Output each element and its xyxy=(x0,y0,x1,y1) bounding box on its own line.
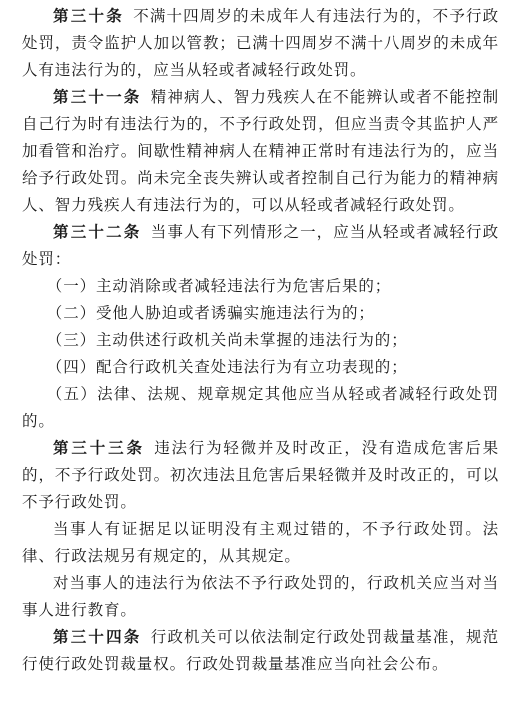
list-item-text: （二）受他人胁迫或者诱骗实施违法行为的； xyxy=(46,304,375,322)
list-item xyxy=(22,354,499,381)
article-label: 第三十条 xyxy=(53,7,124,25)
paragraph-text: 对当事人的违法行为依法不予行政处罚的，行政机关应当对当事人进行教育。 xyxy=(22,574,499,619)
list-item xyxy=(22,327,499,354)
paragraph-text: 当事人有证据足以证明没有主观过错的，不予行政处罚。法律、行政法规另有规定的，从其规定。 xyxy=(22,520,499,565)
paragraph xyxy=(22,435,499,516)
list-item xyxy=(22,273,499,300)
list-item-text: （三）主动供述行政机关尚未掌握的违法行为的； xyxy=(46,331,408,349)
paragraph xyxy=(22,624,499,678)
list-item-text: （四）配合行政机关查处违法行为有立功表现的； xyxy=(46,358,408,376)
article-label: 第三十二条 xyxy=(53,223,142,241)
article-label: 第三十三条 xyxy=(53,439,145,457)
paragraph xyxy=(22,84,499,219)
paragraph xyxy=(22,516,499,570)
paragraph-text: 精神病人、智力残疾人在不能辨认或者不能控制自己行为时有违法行为的，不予行政处罚，但应当责令其监护人严加看管和治疗。间歇性精神病人在精神正常时有违法行为的，应当给予行政处罚。尚未完全丧失辨认或者控制自己行为能力的精神病人、智力残疾人有违法行为的，可以从轻或者减轻行政处罚。 xyxy=(22,88,499,214)
paragraph xyxy=(22,219,499,273)
paragraph xyxy=(22,3,499,84)
list-item-text: （一）主动消除或者减轻违法行为危害后果的； xyxy=(46,277,392,295)
paragraph-text: 当事人有下列情形之一，应当从轻或者减轻行政处罚： xyxy=(22,223,499,268)
list-item-text: （五）法律、法规、规章规定其他应当从轻或者减轻行政处罚的。 xyxy=(22,385,499,430)
paragraph xyxy=(22,570,499,624)
paragraph-text: 行政机关可以依法制定行政处罚裁量基准，规范行使行政处罚裁量权。行政处罚裁量基准应当向社会公布。 xyxy=(22,628,499,673)
list-item xyxy=(22,381,499,435)
list-item xyxy=(22,300,499,327)
paragraph-text: 违法行为轻微并及时改正，没有造成危害后果的，不予行政处罚。初次违法且危害后果轻微并及时改正的，可以不予行政处罚。 xyxy=(22,439,499,511)
article-label: 第三十四条 xyxy=(53,628,142,646)
paragraph-text: 不满十四周岁的未成年人有违法行为的，不予行政处罚，责令监护人加以管教；已满十四周岁不满十八周岁的未成年人有违法行为的，应当从轻或者减轻行政处罚。 xyxy=(22,7,499,79)
article-label: 第三十一条 xyxy=(53,88,142,106)
